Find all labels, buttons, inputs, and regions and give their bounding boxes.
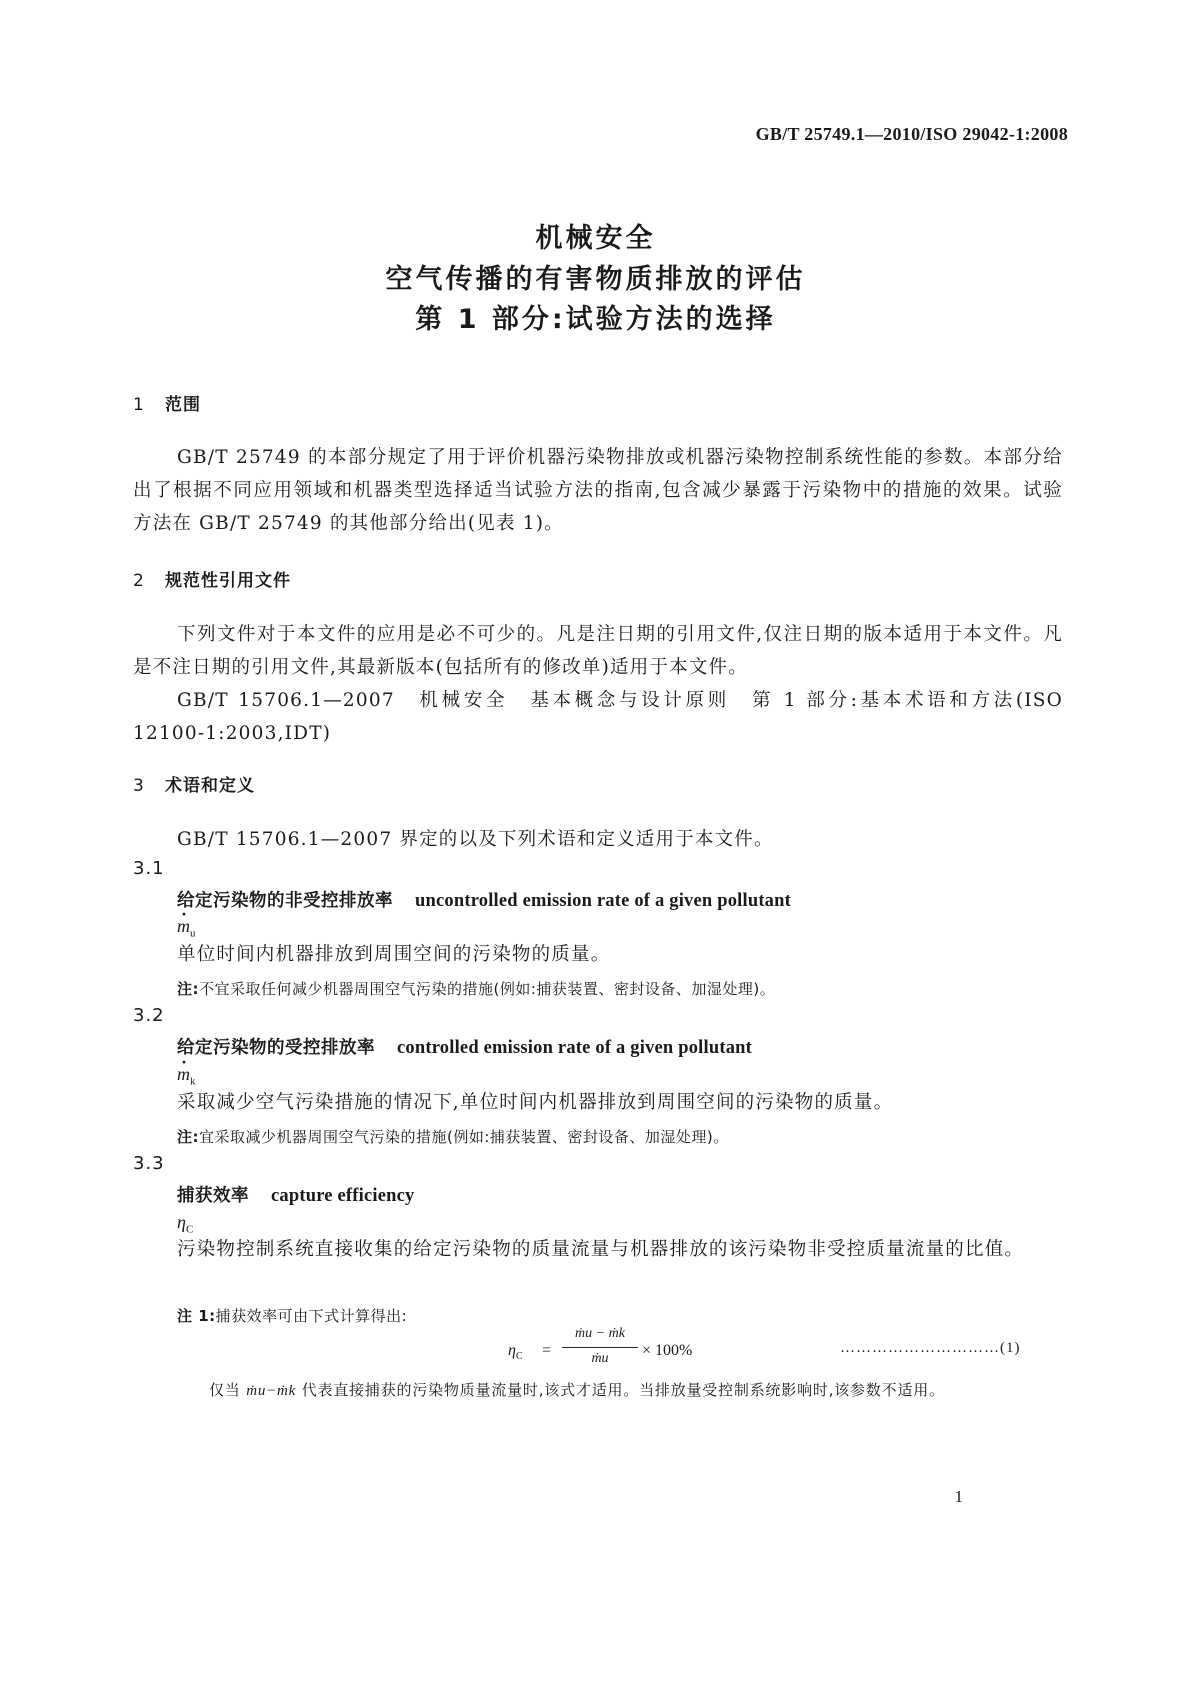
equation-number: …………………………(1)	[840, 1340, 1021, 1356]
standard-number: GB/T 25749.1—2010/ISO 29042-1:2008	[755, 124, 1068, 144]
note-3-2-text: 宜采取减少机器周围空气污染的措施(例如:捕获装置、密封设备、加湿处理)。	[199, 1128, 729, 1146]
note-3-2	[177, 1126, 729, 1147]
section-1-heading	[133, 390, 201, 415]
section-1-paragraph: GB/T 25749 的本部分规定了用于评价机器污染物排放或机器污染物控制系统性能的参数。本部分给出了根据不同应用领域和机器类型选择适当试验方法的指南,包含减少暴露于污染物中的措施的效果。试验方法在 GB/T 25749 的其他部分给出(见表 1)。	[133, 447, 1063, 534]
section-3-number: 3	[133, 776, 145, 796]
formula-lhs: $\eta_C$	[508, 1342, 523, 1363]
term-3-1-zh: 给定污染物的非受控排放率	[177, 891, 393, 911]
section-3-intro: GB/T 15706.1—2007 界定的以及下列术语和定义适用于本文件。	[177, 829, 774, 850]
section-2-number: 2	[133, 571, 145, 591]
formula-condition-expr: ṁu−ṁk	[246, 1383, 297, 1399]
term-3-3-en: capture efficiency	[271, 1186, 415, 1206]
symbol-3-1-sub: u	[190, 927, 196, 940]
formula-denominator: ṁu	[591, 1351, 609, 1366]
section-2-paragraph: 下列文件对于本文件的应用是必不可少的。凡是注日期的引用文件,仅注日期的版本适用于本文件。凡是不注日期的引用文件,其最新版本(包括所有的修改单)适用于本文件。	[133, 624, 1063, 678]
formula-condition-note	[209, 1375, 985, 1406]
section-3-title: 术语和定义	[165, 776, 255, 796]
title-line-3: 第 1 部分:试验方法的选择	[415, 304, 776, 335]
term-3-1	[177, 887, 791, 912]
formula-numerator: ṁu − ṁk	[575, 1326, 625, 1341]
symbol-3-3-sub: C	[185, 1223, 194, 1236]
page-number: 1	[954, 1487, 963, 1506]
formula-condition-pre: 仅当	[209, 1381, 241, 1399]
term-3-3	[177, 1182, 415, 1207]
symbol-3-3-base: η	[177, 1212, 186, 1232]
symbol-3-1	[177, 916, 196, 940]
section-2-heading	[133, 566, 291, 591]
symbol-3-2-base: · m	[177, 1064, 190, 1084]
formula-1	[508, 1326, 708, 1380]
definition-3-1: 单位时间内机器排放到周围空间的污染物的质量。	[177, 944, 611, 965]
section-3-heading	[133, 771, 255, 796]
formula-fraction-bar	[562, 1347, 638, 1348]
symbol-3-2-sub: k	[190, 1075, 196, 1088]
symbol-3-1-base: · m	[177, 916, 190, 936]
formula-factor: × 100%	[642, 1342, 693, 1359]
term-3-1-en: uncontrolled emission rate of a given pollutant	[415, 891, 791, 911]
note-3-1-text: 不宜采取任何减少机器周围空气污染的措施(例如:捕获装置、密封设备、加湿处理)。	[199, 980, 776, 998]
clause-3-1: 3.1	[133, 858, 165, 879]
term-3-2-en: controlled emission rate of a given pollutant	[397, 1038, 753, 1058]
section-1-number: 1	[133, 395, 145, 415]
formula-condition-post: 代表直接捕获的污染物质量流量时,该式才适用。当排放量受控制系统影响时,该参数不适用。	[301, 1381, 945, 1399]
note-3-2-label: 注:	[177, 1128, 199, 1146]
section-1-title: 范围	[165, 395, 201, 415]
title-line-1: 机械安全	[535, 223, 656, 254]
term-3-3-zh: 捕获效率	[177, 1186, 249, 1206]
symbol-3-2	[177, 1064, 196, 1088]
section-2-reference: GB/T 15706.1—2007 机械安全 基本概念与设计原则 第 1 部分:基本术语和方法(ISO 12100-1:2003,IDT)	[133, 690, 1063, 744]
definition-3-2: 采取减少空气污染措施的情况下,单位时间内机器排放到周围空间的污染物的质量。	[177, 1092, 894, 1113]
term-3-2	[177, 1034, 752, 1059]
note-3-3	[177, 1305, 407, 1326]
note-3-1-label: 注:	[177, 980, 199, 998]
note-3-1	[177, 978, 775, 999]
note-3-3-text: 捕获效率可由下式计算得出:	[215, 1307, 408, 1325]
formula-equals: =	[542, 1342, 552, 1359]
section-2-title: 规范性引用文件	[165, 571, 291, 591]
definition-3-3: 污染物控制系统直接收集的给定污染物的质量流量与机器排放的该污染物非受控质量流量的比值。	[177, 1239, 1025, 1260]
clause-3-2: 3.2	[133, 1005, 165, 1026]
title-line-2: 空气传播的有害物质排放的评估	[385, 264, 806, 295]
term-3-2-zh: 给定污染物的受控排放率	[177, 1038, 375, 1058]
clause-3-3: 3.3	[133, 1153, 165, 1174]
note-3-3-label: 注 1:	[177, 1307, 216, 1325]
